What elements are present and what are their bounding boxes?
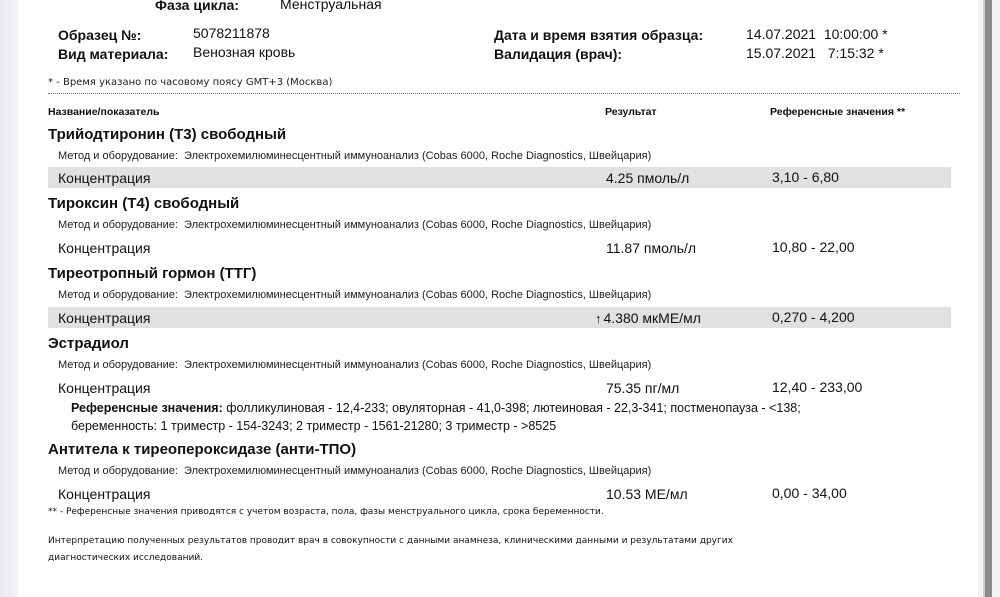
test-title: Эстрадиол [48, 335, 129, 352]
sample-datetime-value: 14.07.2021 10:00:00 * [746, 26, 888, 42]
validation-value: 15.07.2021 7:15:32 * [746, 45, 884, 61]
test-method: Метод и оборудование: Электрохемилюминесцентный иммуноанализ (Cobas 6000, Roche Diagnostics, Швейцария) [58, 150, 652, 162]
test-title: Трийодтиронин (Т3) свободный [48, 126, 287, 143]
result-value-flagged [595, 310, 701, 326]
test-title: Тироксин (Т4) свободный [48, 195, 240, 212]
reference-range: 12,40 - 233,00 [772, 379, 863, 395]
arrow-up-icon: ↑ [595, 311, 602, 326]
reference-footnote: ** - Референсные значения приводятся с учетом возраста, пола, фазы менструального цикла, срока беременности. [48, 507, 604, 517]
result-row [48, 377, 951, 398]
reference-note-line1: фолликулиновая - 12,4-233; овуляторная - 41,0-398; лютеиновая - 22,3-341; постменопауза - <138; [222, 401, 801, 415]
sample-no-value: 5078211878 [193, 25, 270, 41]
test-method: Метод и оборудование: Электрохемилюминесцентный иммуноанализ (Cobas 6000, Roche Diagnostics, Швейцария) [58, 465, 652, 477]
reference-range: 10,80 - 22,00 [772, 239, 855, 255]
scrollbar[interactable] [978, 0, 1000, 597]
param-name: Концентрация [58, 380, 151, 396]
estradiol-reference-note [71, 399, 801, 435]
test-method: Метод и оборудование: Электрохемилюминесцентный иммуноанализ (Cobas 6000, Roche Diagnostics, Швейцария) [58, 289, 652, 301]
result-row [48, 237, 951, 258]
scrollbar-track[interactable] [985, 0, 992, 597]
test-method: Метод и оборудование: Электрохемилюминесцентный иммуноанализ (Cobas 6000, Roche Diagnostics, Швейцария) [58, 219, 652, 231]
interpretation-note-line1: Интерпретацию полученных результатов проводит врач в совокупности с данными анамнеза, клиническими данными и результатами других [48, 536, 733, 546]
left-gutter [0, 0, 18, 597]
validation-label: Валидация (врач): [494, 46, 623, 62]
result-row [48, 167, 951, 188]
material-label: Вид материала: [58, 46, 169, 62]
interpretation-note-line2: диагностических исследований. [48, 553, 204, 563]
result-value: 11.87 пмоль/л [606, 240, 697, 256]
reference-note-line2: беременность: 1 триместр - 154-3243; 2 триместр - 1561-21280; 3 триместр - >8525 [71, 419, 557, 433]
cycle-phase-label: Фаза цикла: [155, 0, 240, 13]
sample-datetime-label: Дата и время взятия образца: [494, 27, 704, 43]
result-value: 75.35 пг/мл [606, 380, 680, 396]
reference-note-label: Референсные значения: [71, 401, 223, 415]
reference-range: 0,270 - 4,200 [772, 309, 855, 325]
reference-range: 3,10 - 6,80 [772, 169, 839, 185]
result-row [48, 307, 951, 328]
result-value: 4.380 мкМЕ/мл [603, 310, 701, 326]
param-name: Концентрация [58, 240, 151, 256]
column-header-name: Название/показатель [48, 106, 160, 118]
material-value: Венозная кровь [193, 44, 296, 60]
param-name: Концентрация [58, 170, 151, 186]
param-name: Концентрация [58, 310, 151, 326]
result-value: 4.25 пмоль/л [606, 170, 690, 186]
param-name: Концентрация [58, 486, 151, 502]
column-header-reference: Референсные значения ** [770, 106, 906, 118]
cycle-phase-value: Менструальная [280, 0, 382, 12]
timezone-note: * - Время указано по часовому поясу GMT+3 (Москва) [48, 77, 333, 88]
header-divider [48, 93, 960, 94]
column-header-result: Результат [605, 106, 657, 118]
lab-report-page [18, 0, 978, 597]
sample-no-label: Образец №: [58, 27, 142, 43]
test-method: Метод и оборудование: Электрохемилюминесцентный иммуноанализ (Cobas 6000, Roche Diagnostics, Швейцария) [58, 359, 652, 371]
reference-range: 0,00 - 34,00 [772, 485, 847, 501]
test-title: Тиреотропный гормон (ТТГ) [48, 265, 257, 282]
test-title: Антитела к тиреопероксидазе (анти-ТПО) [48, 441, 357, 458]
result-row [48, 483, 951, 504]
result-value: 10.53 МЕ/мл [606, 486, 688, 502]
